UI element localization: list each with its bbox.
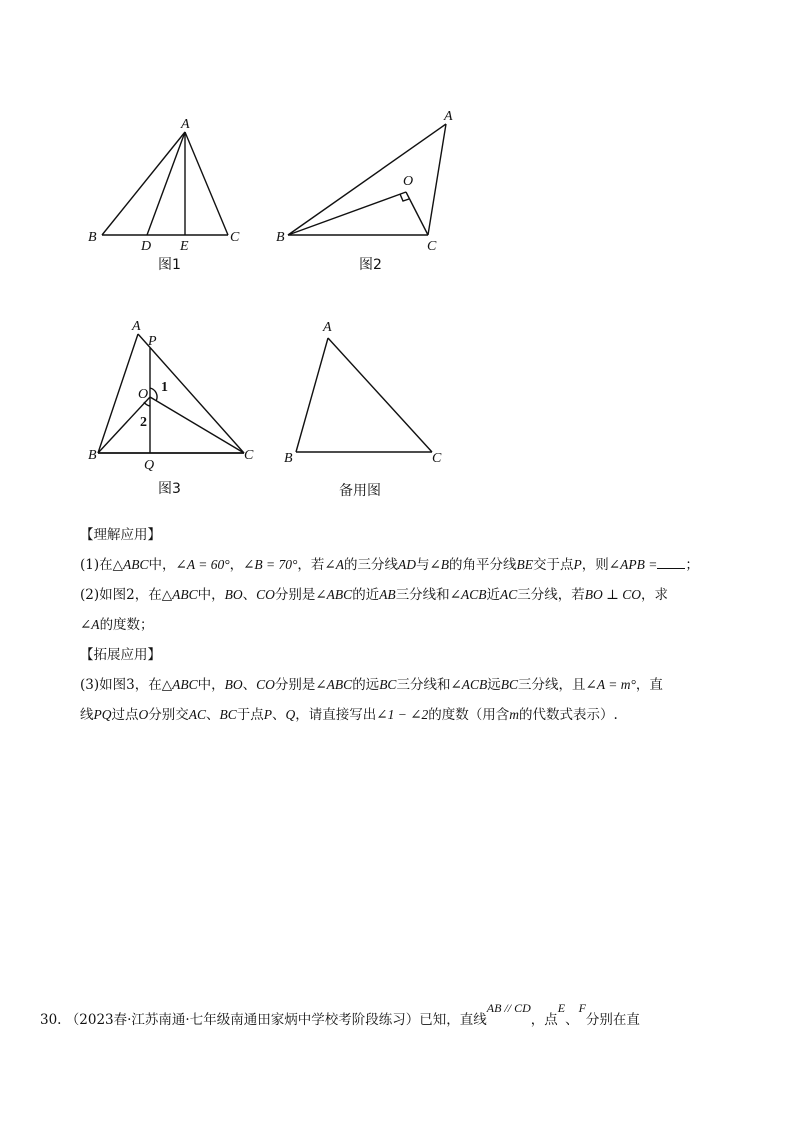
understand-heading: 【理解应用】 bbox=[80, 527, 161, 543]
figure-1-caption: 图1 bbox=[158, 257, 181, 273]
answer-blank[interactable] bbox=[657, 556, 685, 569]
figure-1 bbox=[80, 112, 260, 252]
problem-3-line-2: 线PQ过点O分别交AC、BC于点P、Q，请直接写出∠1 − ∠2的度数（用含m的代数式表示）. bbox=[80, 707, 618, 723]
fig3-label-2: 2 bbox=[140, 415, 147, 430]
fig1-label-C: C bbox=[230, 230, 240, 245]
figure-2 bbox=[270, 108, 470, 253]
problem-2-line-2: ∠A的度数； bbox=[80, 617, 154, 633]
fig1-label-A: A bbox=[181, 117, 190, 132]
figure-2-caption: 图2 bbox=[359, 257, 382, 273]
fig4-label-B: B bbox=[284, 451, 293, 466]
figure-spare bbox=[280, 318, 460, 468]
fig2-label-O: O bbox=[403, 174, 414, 189]
figure-3-caption: 图3 bbox=[158, 481, 181, 497]
fig4-label-C: C bbox=[432, 451, 442, 466]
fig3-label-C: C bbox=[244, 448, 254, 463]
question-30: 30. （2023春·江苏南通·七年级南通田家炳中学校考阶段练习）已知，直线AB // CD，点E、F分别在直 bbox=[40, 1001, 640, 1028]
fig3-label-A: A bbox=[132, 319, 141, 334]
fig1-label-E: E bbox=[180, 239, 189, 252]
fig3-label-O: O bbox=[138, 387, 149, 402]
parallel-expr: AB // CD bbox=[486, 1001, 531, 1015]
fig3-label-P: P bbox=[148, 334, 157, 349]
problem-3-line-1: (3)如图3，在△ABC中，BO、CO分别是∠ABC的远BC三分线和∠ACB远BC三分线，且∠A = m°，直 bbox=[80, 677, 663, 693]
question-number: 30. bbox=[40, 1012, 62, 1028]
fig2-label-A: A bbox=[444, 109, 453, 124]
figure-3 bbox=[84, 318, 264, 473]
problem-text bbox=[80, 520, 740, 730]
fig3-label-1: 1 bbox=[161, 380, 168, 395]
extend-heading: 【拓展应用】 bbox=[80, 647, 161, 663]
figure-spare-caption: 备用图 bbox=[339, 483, 381, 499]
fig1-label-B: B bbox=[88, 230, 97, 245]
problem-2-line-1: (2)如图2，在△ABC中，BO、CO分别是∠ABC的近AB三分线和∠ACB近AC三分线，若BO ⊥ CO，求 bbox=[80, 587, 668, 603]
fig2-label-B: B bbox=[276, 230, 285, 245]
fig1-label-D: D bbox=[141, 239, 152, 252]
fig2-label-C: C bbox=[427, 239, 437, 253]
problem-1: (1)在△ABC中，∠A = 60°，∠B = 70°，若∠A的三分线AD与∠B的角平分线BE交于点P，则∠APB = ； bbox=[80, 557, 699, 573]
question-source: （2023春·江苏南通·七年级南通田家炳中学校考阶段练习）已知，直线 bbox=[65, 1012, 487, 1028]
fig3-label-Q: Q bbox=[144, 458, 155, 473]
fig3-label-B: B bbox=[88, 448, 97, 463]
fig4-label-A: A bbox=[323, 320, 332, 335]
